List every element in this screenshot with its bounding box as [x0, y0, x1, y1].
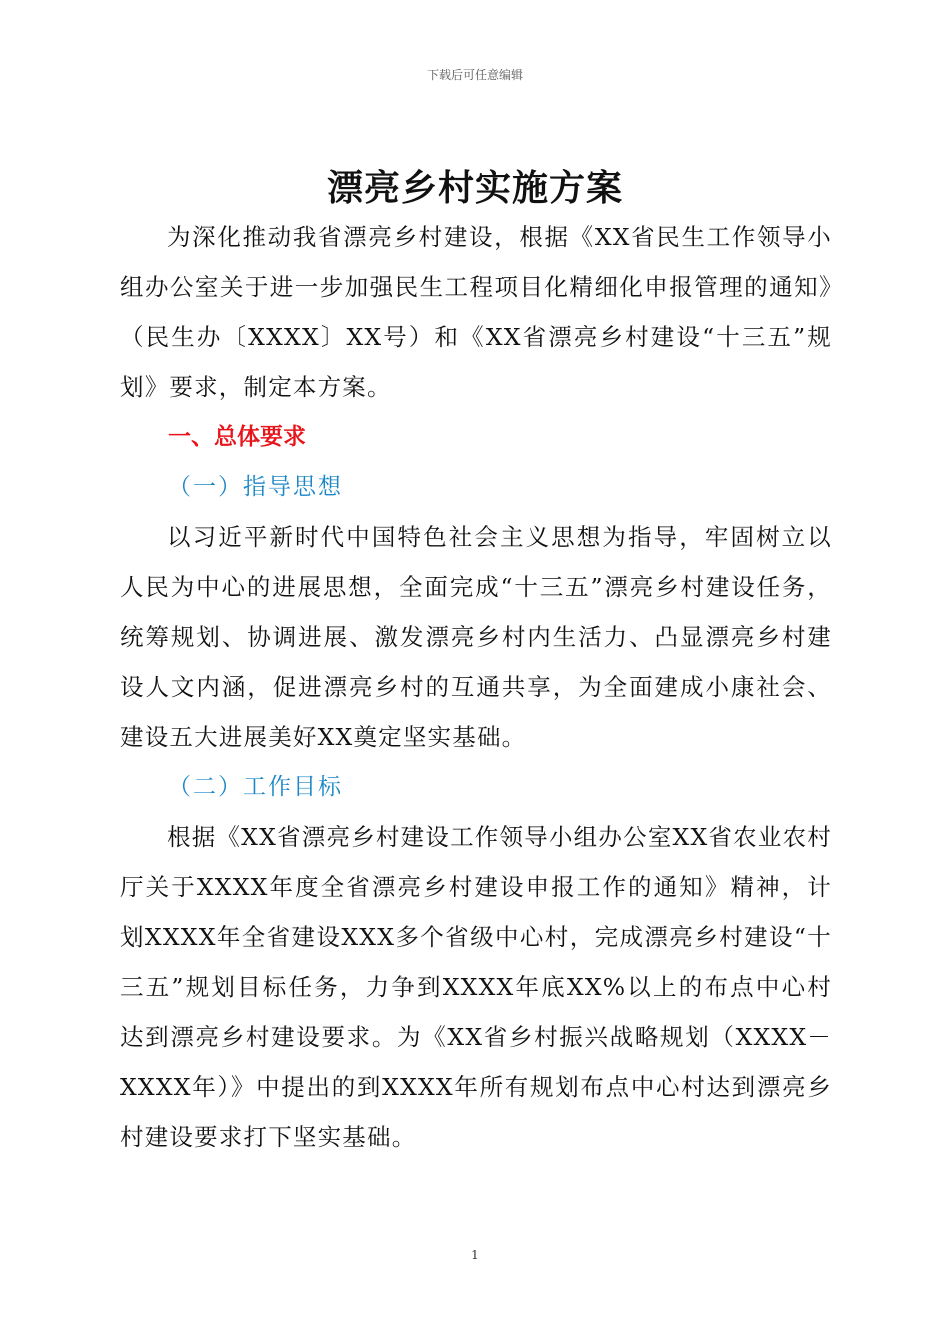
- work-goals-paragraph: 根据《XX省漂亮乡村建设工作领导小组办公室XX省农业农村厅关于XXXX年度全省漂亮乡村建设申报工作的通知》精神，计划XXXX年全省建设XXX多个省级中心村，完成漂亮乡村建设“十三五”规划目标任务，力争到XXXX年底XX%以上的布点中心村达到漂亮乡村建设要求。为《XX省乡村振兴战略规划（XXXX－XXXX年）》中提出的到XXXX年所有规划布点中心村达到漂亮乡村建设要求打下坚实基础。: [120, 823, 832, 1151]
- page-header: 下载后可任意编辑: [426, 68, 523, 82]
- section-heading-overall-requirements: 一、总体要求: [168, 424, 306, 450]
- subsection-heading-guiding-ideology: （一）指导思想: [168, 474, 343, 500]
- intro-paragraph: 为深化推动我省漂亮乡村建设，根据《XX省民生工作领导小组办公室关于进一步加强民生工程项目化精细化申报管理的通知》（民生办〔XXXX〕XX号）和《XX省漂亮乡村建设“十三五”规划》要求，制定本方案。: [120, 223, 832, 401]
- page-number: 1: [471, 1248, 479, 1262]
- document-title: 漂亮乡村实施方案: [326, 167, 623, 209]
- subsection-heading-work-goals: （二）工作目标: [168, 774, 343, 800]
- guiding-ideology-paragraph: 以习近平新时代中国特色社会主义思想为指导，牢固树立以人民为中心的进展思想，全面完成“十三五”漂亮乡村建设任务，统筹规划、协调进展、激发漂亮乡村内生活力、凸显漂亮乡村建设人文内涵，促进漂亮乡村的互通共享，为全面建成小康社会、建设五大进展美好XX奠定坚实基础。: [120, 523, 832, 751]
- document-body: [120, 212, 832, 1162]
